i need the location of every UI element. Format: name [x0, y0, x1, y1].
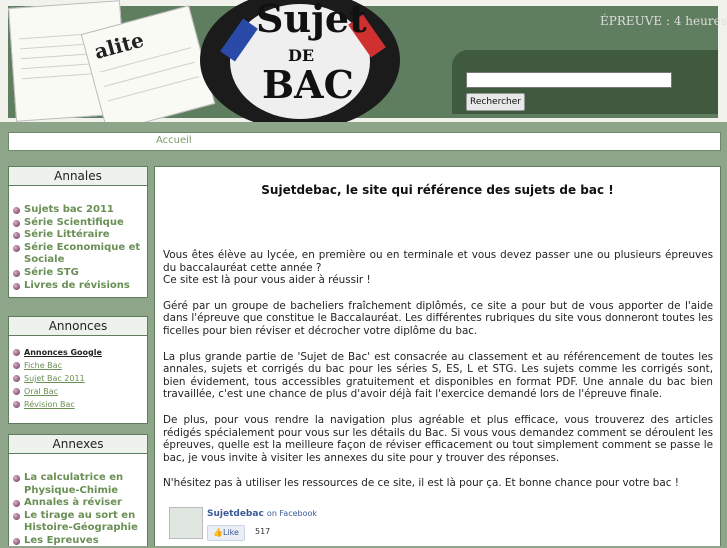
bullet-icon [13, 513, 20, 520]
logo-de: DE [288, 46, 315, 65]
annexes-item[interactable]: Le tirage au sort en Histoire-Géographie [13, 510, 147, 535]
annexes-item[interactable]: La calculatrice en Physique-Chimie [13, 472, 147, 497]
intro-paragraph-3: La plus grande partie de 'Sujet de Bac' est consacrée au classement et au référencement de toutes les annales, sujets et corrigés du bac pour les séries S, ES, L et STG. Les sujets comme les corrigés sont, bien évidement, tous accessibles gratuitement et disponibles en format PDF. Une annale du bac bien travaillée, c'est une chance de plus d'avoir déjà fait l'exercice demandé lors de l'épreuve finale. [163, 350, 713, 401]
site-header [0, 0, 727, 122]
bullet-icon [13, 207, 20, 214]
breadcrumb [8, 132, 721, 151]
bullet-icon [13, 388, 20, 395]
intro-paragraph-5: N'hésitez pas à utiliser les ressources de ce site, il est là pour ça. Et bonne chance pour votre bac ! [163, 477, 679, 490]
page-title: Sujetdebac, le site qui référence des sujets de bac ! [261, 183, 614, 197]
annales-box [8, 166, 148, 298]
annales-item[interactable]: Série Scientifique [13, 217, 147, 230]
intro-paragraph-1b: Ce site est là pour vous aider à réussir ! [163, 274, 371, 287]
annales-item[interactable]: Sujets bac 2011 [13, 204, 147, 217]
annonce-item[interactable]: Révision Bac [13, 398, 147, 411]
annonce-item[interactable]: Sujet Bac 2011 [13, 372, 147, 385]
search-input[interactable] [466, 72, 672, 88]
annales-item[interactable]: Série Economique et Sociale [13, 242, 147, 267]
bullet-icon [13, 401, 20, 408]
annexes-list [9, 454, 147, 548]
logo-bac: BAC [262, 62, 354, 107]
annales-item[interactable]: Série STG [13, 267, 147, 280]
facebook-like-button[interactable]: 👍Like [207, 525, 245, 541]
annales-list [9, 186, 147, 292]
annexes-item[interactable]: Les Epreuves [13, 535, 147, 548]
bullet-icon [13, 500, 20, 507]
facebook-page-link[interactable]: Sujetdebac on Facebook [207, 509, 318, 519]
annonce-item[interactable]: Fiche Bac [13, 359, 147, 372]
facebook-page-thumbnail[interactable] [169, 507, 203, 539]
bullet-icon [13, 349, 20, 356]
search-button[interactable]: Rechercher [466, 93, 525, 111]
annonces-title: Annonces [9, 317, 147, 336]
bullet-icon [13, 232, 20, 239]
bullet-icon [13, 475, 20, 482]
facebook-like-count: 517 [255, 527, 271, 536]
logo-badge[interactable] [200, 0, 400, 122]
annexes-title: Annexes [9, 435, 147, 454]
annonces-google-heading[interactable]: Annonces Google [13, 346, 147, 359]
intro-paragraph-1a: Vous êtes élève au lycée, en première ou en terminale et vous devez passer une ou plusieurs épreuves du baccalauréat cette année ? [163, 249, 713, 274]
bullet-icon [13, 245, 20, 252]
bullet-icon [13, 362, 20, 369]
bullet-icon [13, 375, 20, 382]
bullet-icon [13, 270, 20, 277]
intro-text [163, 249, 713, 503]
epreuve-banner-text: ÉPREUVE : 4 heures [600, 14, 727, 28]
intro-paragraph-4: De plus, pour vous rendre la navigation plus agréable et plus efficace, vous trouverez des articles rédigés spécialement pour vous sur les détails du Bac. Si vous vous demandez comment se déroulent les épreuves, quelle est la meilleure façon de réviser efficacement ou tout simplement comment se passe le bac, je vous invite à visiter les annexes du site pour y trouver des réponses. [163, 413, 713, 464]
bullet-icon [13, 283, 20, 290]
annonces-box [8, 316, 148, 424]
main-content [154, 166, 721, 546]
annexes-item[interactable]: Annales à réviser [13, 497, 147, 510]
logo-fragment: alite [91, 27, 147, 64]
bullet-icon [13, 220, 20, 227]
thumbs-up-icon: 👍 [213, 528, 223, 537]
annales-item[interactable]: Série Littéraire [13, 229, 147, 242]
search-panel [452, 50, 718, 114]
facebook-widget [169, 507, 369, 546]
intro-paragraph-2: Géré par un groupe de bacheliers fraîchement diplômés, ce site a pour but de vous apporter de l'aide dans l'épreuve que constitue le Baccalauréat. Les différentes rubriques du site vous donneront toutes les ficelles pour bien réviser et décrocher votre diplôme du bac. [163, 299, 713, 337]
annonces-list [9, 336, 147, 411]
annexes-box [8, 434, 148, 546]
breadcrumb-home-link[interactable]: Accueil [156, 135, 192, 146]
annales-title: Annales [9, 167, 147, 186]
annonce-item[interactable]: Oral Bac [13, 385, 147, 398]
bullet-icon [13, 538, 20, 545]
annales-item[interactable]: Livres de révisions [13, 280, 147, 293]
logo-title: Sujet [256, 0, 367, 41]
